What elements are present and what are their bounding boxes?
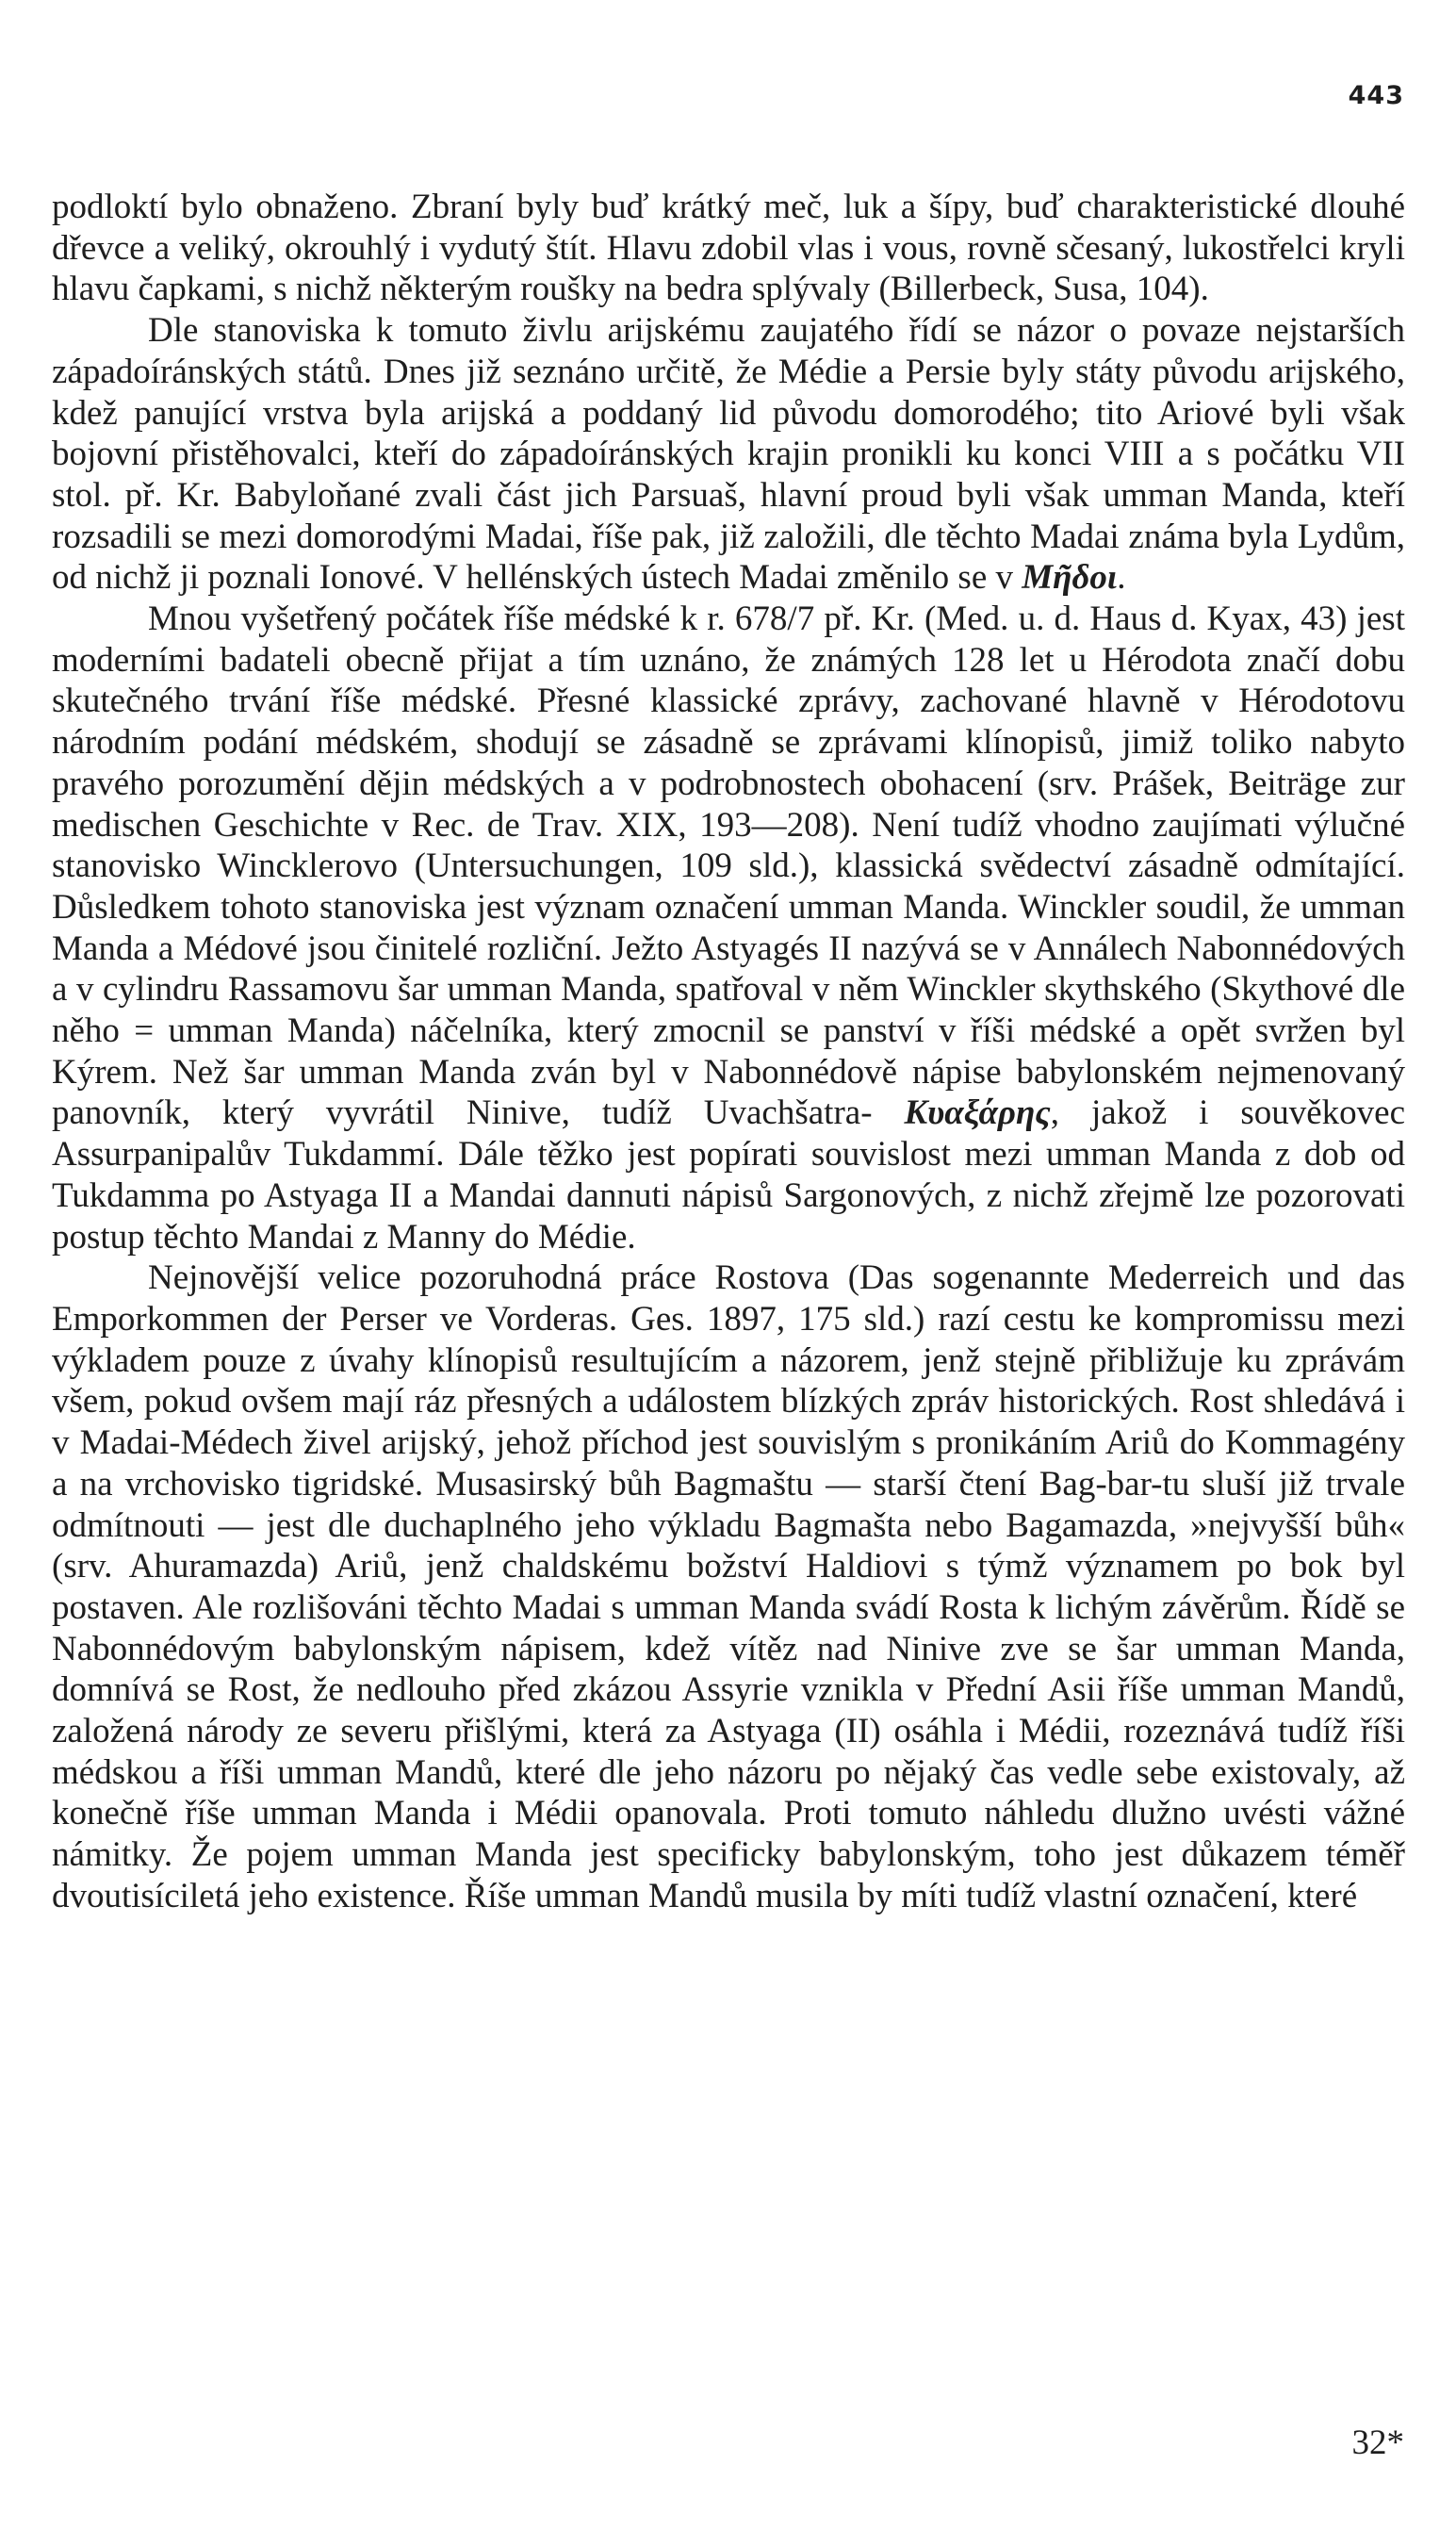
paragraph-2-text: Dle stanoviska k tomuto živlu arijskému zaujatého řídí se názor o povaze nejstarších západoíránských států. Dnes již seznáno určitě, že Médie a Persie byly státy původu arijského, kdež panující vrstva byla arijská a poddaný lid původu domorodého; tito Ariové byli však bojovní přistěhovalci, kteří do západoíránských krajin pronikli ku konci VIII a s počátku VII stol. př. Kr. Babyloňané zvali část jich Parsuaš, hlavní proud byli však umman Manda, kteří rozsadili se mezi domorodými Madai, říše pak, již založili, dle těchto Madai známa byla Lydům, od nichž ji poznali Ionové. V hellénských ústech Madai změnilo se v <box>52 311 1405 598</box>
signature-mark: 32* <box>1351 2424 1404 2462</box>
greek-word-medoi: Μῆδοι <box>1022 558 1118 598</box>
body-text <box>52 187 1405 1917</box>
paragraph-2-end: . <box>1117 558 1126 598</box>
paragraph-2 <box>52 310 1405 599</box>
page-number: 443 <box>1348 81 1404 110</box>
greek-word-kyaxares: Κυαξάρης <box>904 1093 1051 1133</box>
paragraph-3-end: , jakož i souvěkovec Assurpanipalův Tukdammí. Dále těžko jest popírati souvislost mezi umman Manda z dob od Tukdamma po Astyaga II a Mandai dannuti nápisů Sargonových, z nichž zřejmě lze pozorovati postup těchto Mandai z Manny do Médie. <box>52 1093 1405 1257</box>
paragraph-3-text: Mnou vyšetřený počátek říše médské k r. 678/7 př. Kr. (Med. u. d. Haus d. Kyax, 43) jest moderními badateli obecně přijat a tím uznáno, že známých 128 let u Hérodota značí dobu skutečného trvání říše médské. Přesné klassické zprávy, zachované hlavně v Hérodotovu národním podání médském, shodují se zásadně se zprávami klínopisů, jimiž toliko nabyto pravého porozumění dějin médských a v podrobnostech obohacení (srv. Prášek, Beiträge zur medischen Geschichte v Rec. de Trav. XIX, 193—208). Není tudíž vhodno zaujímati výlučné stanovisko Wincklerovo (Untersuchungen, 109 sld.), klassická svědectví zásadně odmítající. Důsledkem tohoto stanoviska jest význam označení umman Manda. Winckler soudil, že umman Manda a Médové jsou činitelé rozliční. Ježto Astyagés II nazývá se v Annálech Nabonnédových a v cylindru Rassamovu šar umman Manda, spatřoval v něm Winckler skythského (Skythové dle něho = umman Manda) náčelníka, který zmocnil se panství v říši médské a opět svržen byl Kýrem. Než šar umman Manda zván byl v Nabonnédově nápise babylonském nejmenovaný panovník, který vyvrátil Ninive, tudíž Uvachšatra- <box>52 600 1405 1133</box>
paragraph-1: podloktí bylo obnaženo. Zbraní byly buď krátký meč, luk a šípy, buď charakteristické dlouhé dřevce a veliký, okrouhlý i vydutý štít. Hlavu zdobil vlas i vous, rovně sčesaný, lukostřelci kryli hlavu čapkami, s nichž některým roušky na bedra splývaly (Billerbeck, Susa, 104). <box>52 188 1405 309</box>
paragraph-4: Nejnovější velice pozoruhodná práce Rostova (Das sogenannte Mederreich und das Emporkommen der Perser ve Vorderas. Ges. 1897, 175 sld.) razí cestu ke kompromissu mezi výkladem pouze z úvahy klínopisů resultujícím a názorem, jenž stejně přibližuje ku zprávám všem, pokud ovšem mají ráz přesných a událostem blízkých zpráv historických. Rost shledává i v Madai-Médech živel arijský, jehož příchod jest souvislým s pronikáním Ariů do Kommagény a na vrchovisko tigridské. Musasirský bůh Bagmaštu — starší čtení Bag-bar-tu sluší již trvale odmítnouti — jest dle duchaplného jeho výkladu Bagmašta nebo Bagamazda, »nejvyšší bůh« (srv. Ahuramazda) Ariů, jenž chaldskému božství Haldiovi s týmž významem po bok byl postaven. Ale rozlišováni těchto Madai s umman Manda svádí Rosta k lichým závěrům. Řídě se Nabonnédovým babylonským nápisem, kdež vítěz nad Ninive zve se šar umman Manda, domnívá se Rost, že nedlouho před zkázou Assyrie vznikla v Přední Asii říše umman Mandů, založená národy ze severu přišlými, která za Astyaga (II) osáhla i Médii, rozeznává tudíž říši médskou a říši umman Mandů, které dle jeho názoru po nějaký čas vedle sebe existovaly, až konečně říše umman Manda i Médii opanovala. Proti tomuto náhledu dlužno uvésti vážné námitky. Že pojem umman Manda jest specificky babylonským, toho jest důkazem téměř dvoutisíciletá jeho existence. Říše umman Mandů musila by míti tudíž vlastní označení, které <box>52 1258 1405 1915</box>
paragraph-3 <box>52 599 1405 1257</box>
